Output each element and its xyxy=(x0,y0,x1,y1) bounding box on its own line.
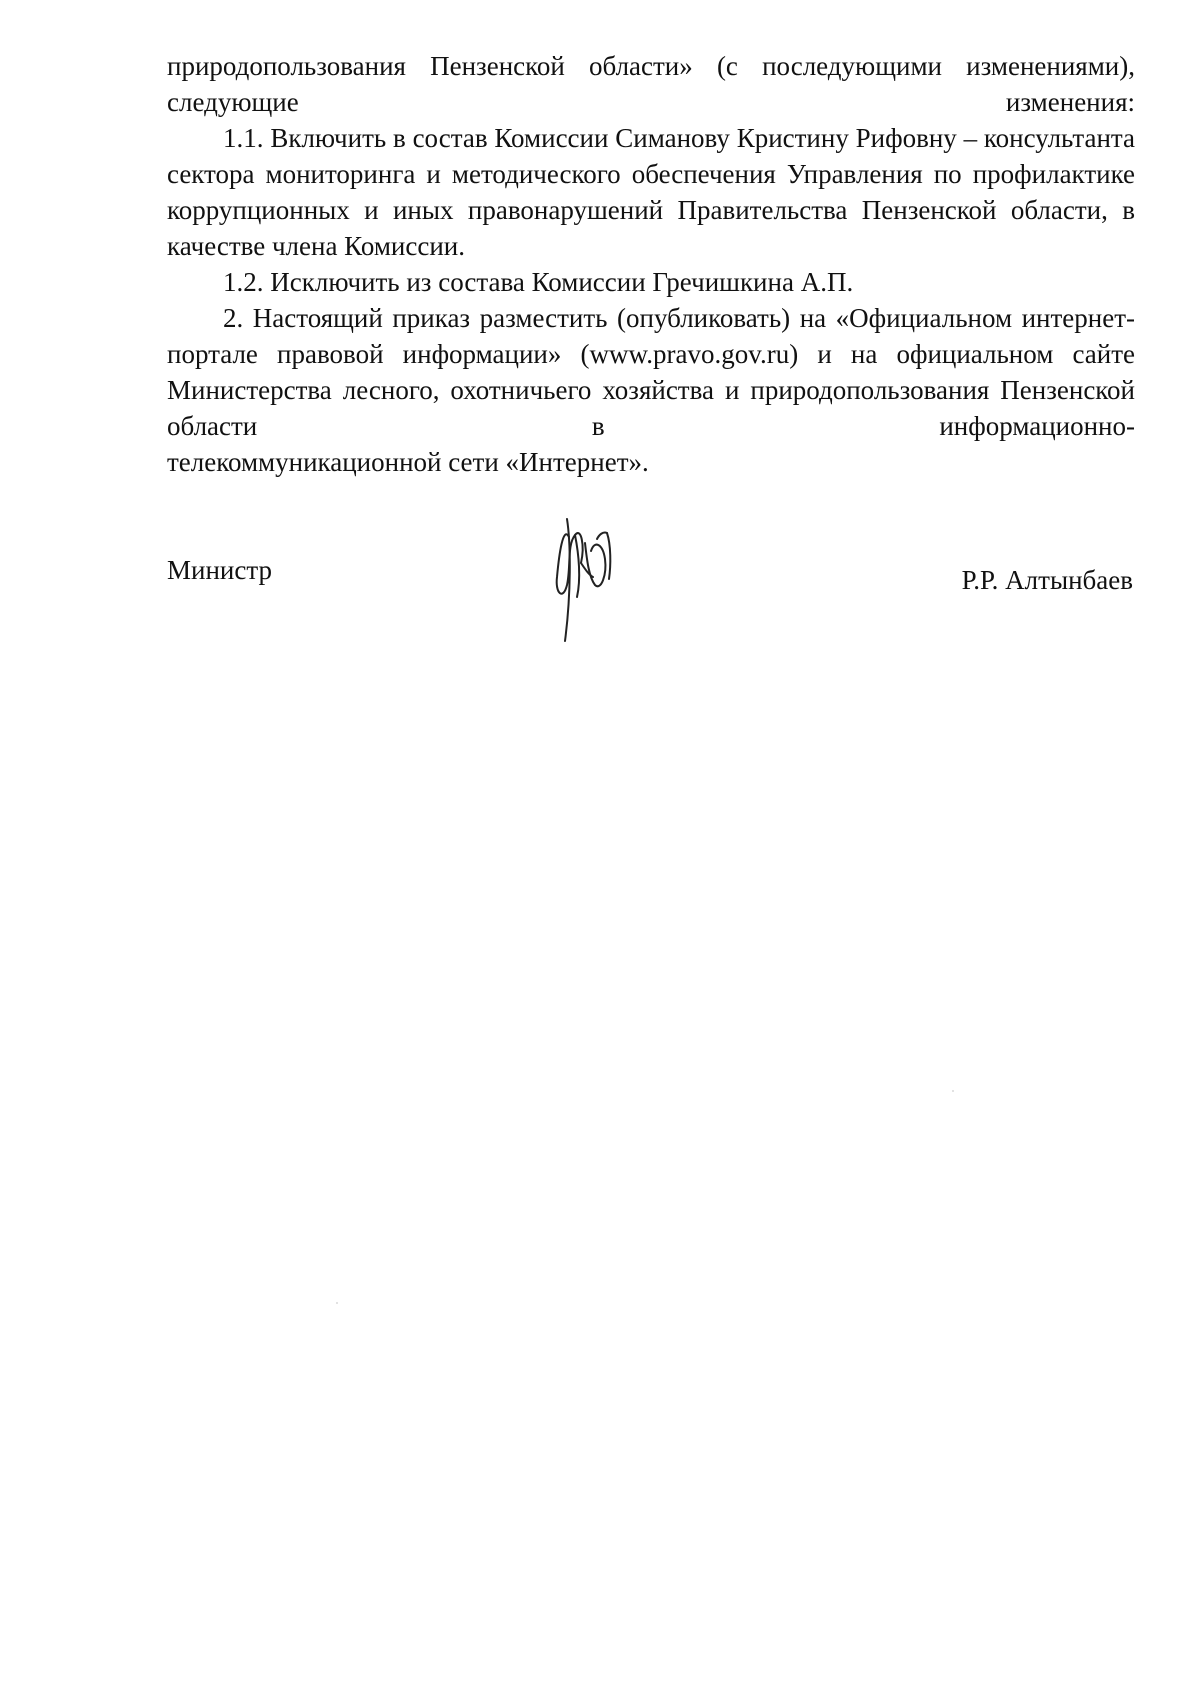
paragraph-item-1-2: 1.2. Исключить из состава Комиссии Гречишкина А.П. xyxy=(223,267,854,297)
scan-speck xyxy=(952,1090,954,1092)
paragraph-item-1-1: 1.1. Включить в состав Комиссии Симанову Кристину Рифовну – консультанта сектора мониторинга и методического обеспечения Управления по профилактике коррупционных и иных правонарушений Правительства Пензенской области, в качестве члена Комиссии. xyxy=(167,123,1135,261)
paragraph-intro-continuation: природопользования Пензенской области» (с последующими изменениями), следующие изменения: xyxy=(167,51,1135,117)
signatory-title: Министр xyxy=(167,555,272,585)
signature-block xyxy=(167,545,1135,625)
paragraph-item-2: 2. Настоящий приказ разместить (опубликовать) на «Официальном интернет-портале правовой информации» (www.pravo.gov.ru) и на официальном сайте Министерства лесного, охотничьего хозяйства и природопользования Пензенской области в информационно- xyxy=(167,303,1135,441)
scan-speck xyxy=(336,1302,338,1304)
document-body xyxy=(167,48,1135,480)
signatory-name: Р.Р. Алтынбаев xyxy=(961,565,1133,595)
handwritten-signature xyxy=(541,505,631,645)
paragraph-item-2-end: телекоммуникационной сети «Интернет». xyxy=(167,447,649,477)
